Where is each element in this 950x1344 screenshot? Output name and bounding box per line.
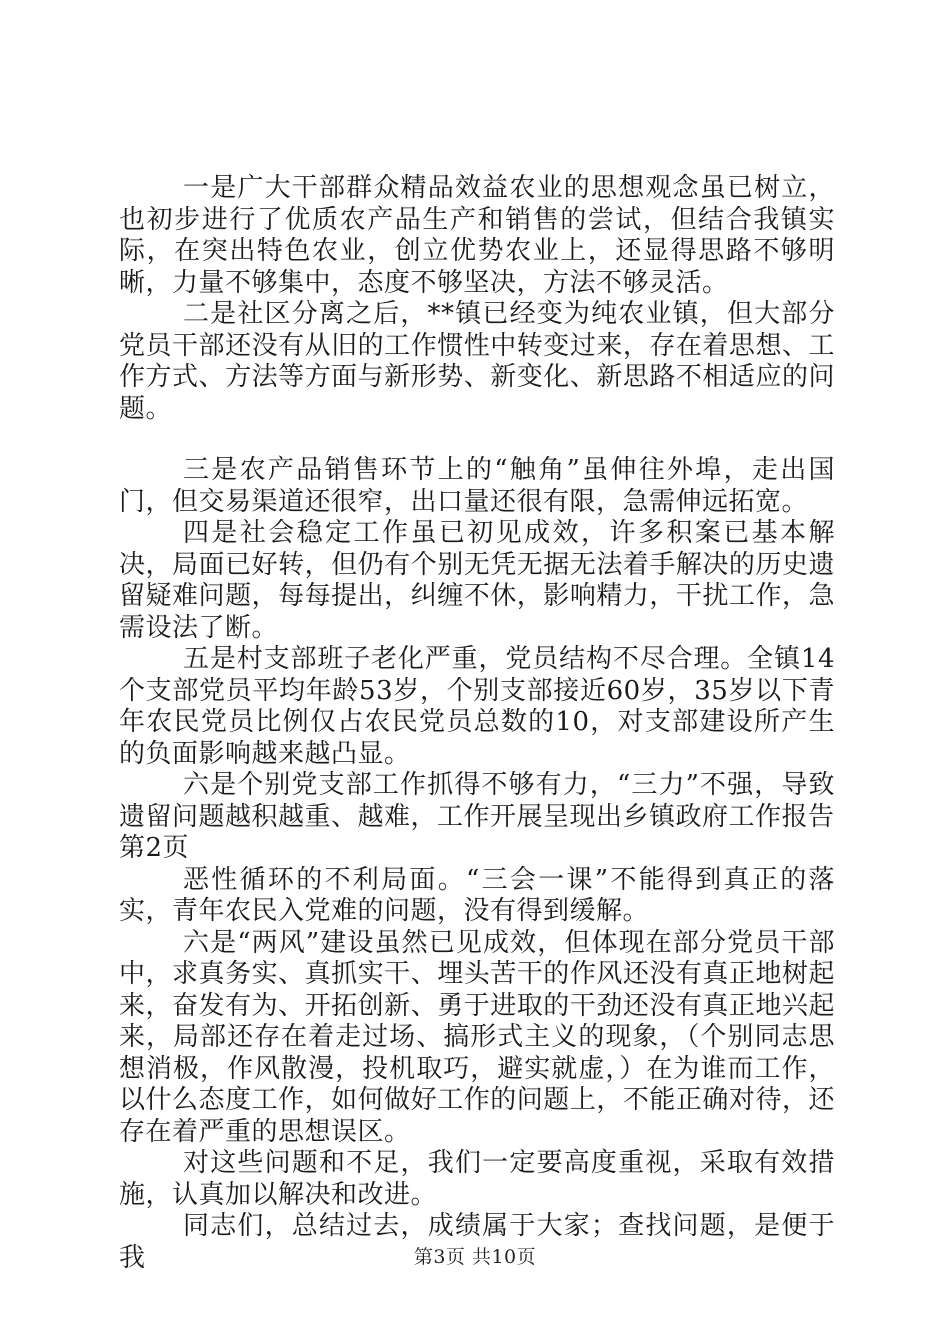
paragraph-9: 对这些问题和不足，我们一定要高度重视，采取有效措施，认真加以解决和改进。 [119,1148,835,1210]
paragraph-8: 六是“两风”建设虽然已见成效，但体现在部分党员干部中，求真务实、真抓实干、埋头苦干的作风还没有真正地树起来，奋发有为、开拓创新、勇于进取的干劲还没有真正地兴起来，局部还存在着走过场、搞形式主义的现象，（个别同志思想消极，作风散漫，投机取巧，避实就虚，）在为谁而工作，以什么态度工作，如何做好工作的问题上，不能正确对待，还存在着严重的思想误区。 [119,927,835,1147]
paragraph-3: 三是农产品销售环节上的“触角”虽伸往外埠，走出国门，但交易渠道还很窄，出口量还很有限，急需伸远拓宽。 [119,455,835,517]
paragraph-1: 一是广大干部群众精品效益农业的思想观念虽已树立，也初步进行了优质农产品生产和销售的尝试，但结合我镇实际，在突出特色农业，创立优势农业上，还显得思路不够明晰，力量不够集中，态度不够坚决，方法不够灵活。 [119,173,835,298]
paragraph-5: 五是村支部班子老化严重，党员结构不尽合理。全镇14个支部党员平均年龄53岁，个别支部接近60岁，35岁以下青年农民党员比例仅占农民党员总数的10，对支部建设所产生的负面影响越来越凸显。 [119,644,835,769]
paragraph-7: 恶性循环的不利局面。“三会一课”不能得到真正的落实，青年农民入党难的问题，没有得到缓解。 [119,864,835,926]
paragraph-6-text: 六是个别党支部工作抓得不够有力，“三力”不强，导致遗留问题越积越重、越难，工作开展呈现出乡镇政府工作报告 [119,770,835,832]
paragraph-4: 四是社会稳定工作虽已初见成效，许多积案已基本解决，局面已好转，但仍有个别无凭无据无法着手解决的历史遗留疑难问题，每每提出，纠缠不休，影响精力，干扰工作，急需设法了断。 [119,518,835,643]
page-marker: 第2页 [119,833,190,863]
paragraph-6 [119,770,835,865]
document-body [119,173,835,1274]
paragraph-2: 二是社区分离之后，**镇已经变为纯农业镇，但大部分党员干部还没有从旧的工作惯性中转变过来，存在着思想、工作方式、方法等方面与新形势、新变化、新思路不相适应的问题。 [119,299,835,424]
paragraph-10: 同志们，总结过去，成绩属于大家；查找问题，是便于我 [119,1211,835,1273]
page-footer: 第3页 共10页 [413,1246,537,1268]
